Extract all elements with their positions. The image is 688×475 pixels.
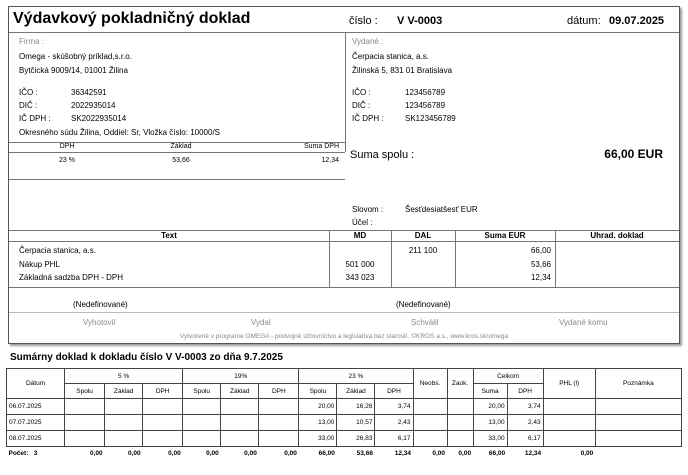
- vydane-ico-label: IČO :: [352, 88, 371, 97]
- row-datum: 08.07.2025: [7, 431, 65, 447]
- foot-value: 66,00: [318, 450, 335, 458]
- doc-title: Výdavkový pokladničný doklad: [13, 10, 251, 27]
- ucel-label: Účel :: [352, 218, 373, 227]
- item-md: 343 023: [345, 273, 375, 282]
- sum-h-5: 5 %: [65, 369, 183, 384]
- sum-h-23: 23 %: [299, 369, 413, 384]
- items-h-suma: Suma EUR: [484, 231, 526, 240]
- sum-h-zaklad: Základ: [337, 384, 375, 399]
- foot-value: 0,00: [432, 450, 446, 458]
- datum-value: 09.07.2025: [609, 15, 665, 27]
- sum-h-celkom: Celkom: [473, 369, 543, 384]
- firma-court: Okresného súdu Žilina, Oddiel: Sr, Vložka číslo: 10000/S: [19, 128, 220, 137]
- sum-h-suma: Suma: [473, 384, 507, 399]
- sum-h-dph: DPH: [375, 384, 413, 399]
- row-dph-23: 3,74: [375, 399, 413, 415]
- table-row: [7, 431, 682, 447]
- vat-h-zaklad: Základ: [170, 143, 192, 150]
- item-suma: 53,66: [530, 260, 551, 269]
- summary-footer-row: [7, 447, 682, 461]
- firma-icdph-label: IČ DPH :: [19, 114, 51, 123]
- vydane-icdph-label: IČ DPH :: [352, 114, 384, 123]
- foot-value: 0,00: [168, 450, 181, 458]
- sign-vydal: Vydal: [251, 318, 271, 327]
- foot-value: 66,00: [488, 450, 506, 458]
- sum-h-datum: Dátum: [7, 369, 65, 399]
- foot-count: 3: [33, 450, 38, 458]
- vydane-name: Čerpacia stanica, a.s.: [352, 52, 429, 61]
- row-celkom-suma: 33,00: [473, 431, 507, 447]
- total-label: Suma spolu :: [350, 149, 415, 161]
- sum-h-spolu: Spolu: [183, 384, 221, 399]
- sum-h-neobs: Neobs.: [413, 369, 447, 399]
- row-spolu-23: 20,00: [299, 399, 337, 415]
- vydane-dic-label: DIČ :: [352, 101, 371, 110]
- sum-h-phl: PHL (l): [543, 369, 595, 399]
- items-h-dal: DAL: [414, 231, 432, 240]
- item-text: Základná sadzba DPH - DPH: [19, 273, 124, 282]
- vat-zaklad: 53,66: [172, 157, 190, 164]
- firma-ico-label: IČO :: [19, 88, 38, 97]
- slovom-label: Slovom :: [352, 205, 384, 214]
- software-footer: Vytvorené v programe OMEGA - podvojné účtovníctvo a legislatíva bez starostí. ©KROS a.s., www.kros.sk/omega: [179, 333, 509, 340]
- sign-vydane-komu: Vydané komu: [559, 318, 608, 327]
- sum-h-zaklad: Základ: [221, 384, 259, 399]
- row-zaklad-23: 16,26: [337, 399, 375, 415]
- total-value: 66,00 EUR: [604, 147, 663, 161]
- cislo-label: číslo :: [349, 15, 378, 27]
- vat-h-sumadph: Suma DPH: [303, 143, 339, 150]
- foot-value: 0,00: [284, 450, 297, 458]
- cislo-value: V V-0003: [397, 15, 443, 27]
- datum-label: dátum:: [567, 15, 601, 27]
- sign-undefined-2: (Nedefinované): [396, 300, 451, 309]
- item-dal: 211 100: [408, 246, 438, 255]
- firma-dic-label: DIČ :: [19, 101, 38, 110]
- document-frame: [8, 6, 680, 344]
- foot-value: 12,34: [394, 450, 411, 458]
- firma-name: Omega - skúšobný príklad,s.r.o.: [19, 52, 132, 61]
- vydane-label: Vydané :: [352, 37, 384, 46]
- sum-h-spolu: Spolu: [65, 384, 105, 399]
- vat-h-dph: DPH: [59, 143, 75, 150]
- slovom-value: Šesťdesiatšesť EUR: [405, 205, 478, 214]
- foot-label: Počet:: [8, 450, 29, 458]
- vat-rate: 23 %: [59, 157, 75, 164]
- foot-value: 0,00: [89, 450, 103, 458]
- foot-value: 0,00: [128, 450, 141, 458]
- foot-value: 0,00: [244, 450, 257, 458]
- item-suma: 12,34: [530, 273, 551, 282]
- vydane-dic: 123456789: [405, 101, 446, 110]
- items-h-uhrad: Uhrad. doklad: [590, 231, 644, 240]
- foot-value: 12,34: [524, 450, 542, 458]
- row-zaklad-23: 10,57: [337, 415, 375, 431]
- firma-ico: 36342591: [71, 88, 107, 97]
- sum-h-poznamka: Poznámka: [595, 369, 681, 399]
- firma-address: Bytčická 9009/14, 01001 Žilina: [19, 66, 128, 75]
- firma-dic: 2022935014: [71, 101, 116, 110]
- foot-value: 0,00: [580, 450, 594, 458]
- item-text: Nákup PHL: [19, 260, 60, 269]
- sum-h-spolu: Spolu: [299, 384, 337, 399]
- summary-table: [6, 368, 682, 461]
- foot-value: 53,66: [356, 450, 373, 458]
- foot-value: 0,00: [206, 450, 219, 458]
- sum-h-dph: DPH: [507, 384, 543, 399]
- row-datum: 07.07.2025: [7, 415, 65, 431]
- table-row: [7, 415, 682, 431]
- row-celkom-dph: 3,74: [507, 399, 543, 415]
- row-celkom-dph: 2,43: [507, 415, 543, 431]
- vydane-address: Žilinská 5, 831 01 Bratislava: [352, 66, 453, 75]
- sign-vyhotovil: Vyhotovil: [83, 318, 116, 327]
- row-celkom-dph: 6,17: [507, 431, 543, 447]
- sign-undefined-1: (Nedefinované): [73, 300, 128, 309]
- sum-h-dph: DPH: [143, 384, 183, 399]
- firma-label: Firma :: [19, 37, 44, 46]
- row-zaklad-23: 26,83: [337, 431, 375, 447]
- firma-icdph: SK2022935014: [71, 114, 127, 123]
- summary-title: Sumárny doklad k dokladu číslo V V-0003 zo dňa 9.7.2025: [10, 352, 283, 363]
- row-spolu-23: 13,00: [299, 415, 337, 431]
- table-row: [7, 399, 682, 415]
- item-text: Čerpacia stanica, a.s.: [19, 246, 96, 255]
- row-spolu-23: 33,00: [299, 431, 337, 447]
- vydane-icdph: SK123456789: [405, 114, 456, 123]
- sum-h-dph: DPH: [259, 384, 299, 399]
- sum-h-19: 19%: [183, 369, 299, 384]
- vydane-ico: 123456789: [405, 88, 446, 97]
- row-celkom-suma: 20,00: [473, 399, 507, 415]
- row-celkom-suma: 13,00: [473, 415, 507, 431]
- items-h-md: MD: [353, 231, 367, 240]
- sign-schvalil: Schválil: [411, 318, 439, 327]
- vat-suma: 12,34: [321, 157, 339, 164]
- sum-h-zaok: Zaok.: [447, 369, 473, 399]
- row-datum: 06.07.2025: [7, 399, 65, 415]
- foot-value: 0,00: [458, 450, 472, 458]
- item-suma: 66,00: [530, 246, 551, 255]
- row-dph-23: 6,17: [375, 431, 413, 447]
- row-dph-23: 2,43: [375, 415, 413, 431]
- sum-h-zaklad: Základ: [105, 384, 143, 399]
- item-md: 501 000: [345, 260, 375, 269]
- items-h-text: Text: [161, 231, 177, 240]
